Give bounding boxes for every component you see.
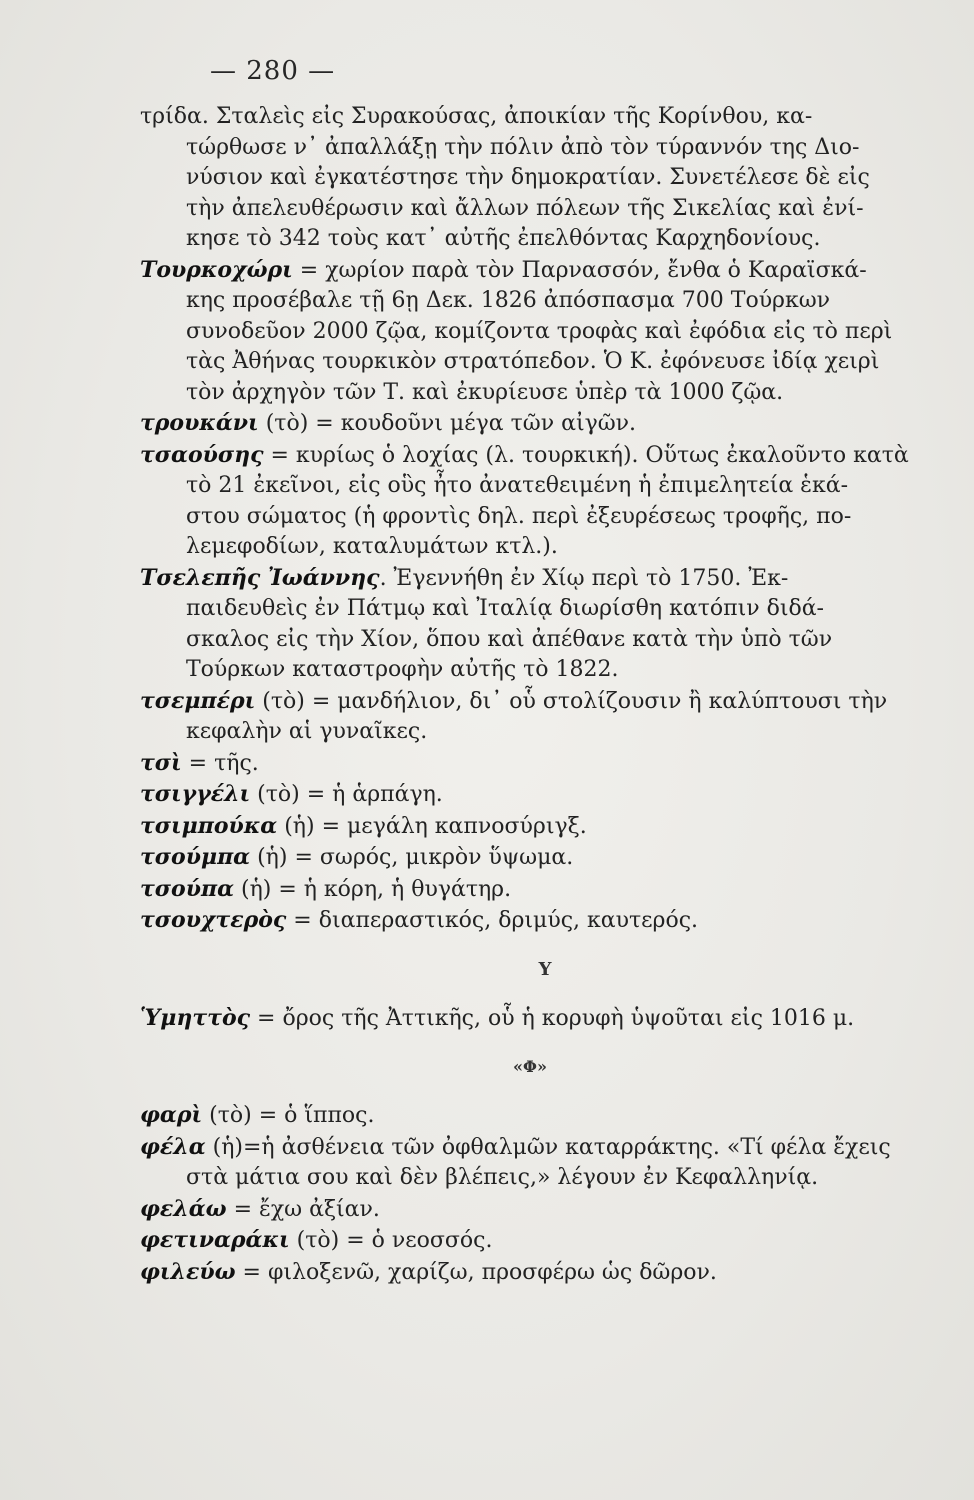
line-text: (τὸ) = μανδήλιον, δι᾿ οὗ στολίζουσιν ἢ καλύπτουσι τὴν — [255, 688, 888, 714]
entry-line-headword — [140, 1225, 880, 1257]
line-text: = τῆς. — [181, 750, 259, 776]
headword: τρουκάνι — [140, 410, 259, 436]
line-text: = διαπεραστικός, δριμύς, καυτερός. — [286, 908, 699, 933]
entry-line — [140, 163, 880, 194]
entry-line — [140, 378, 880, 409]
line-text: (τὸ) = ὁ ἵππος. — [202, 1103, 375, 1128]
entry-line — [140, 317, 893, 348]
entry-line — [140, 102, 880, 133]
line-text: στου σώματος (ἡ φροντὶς δηλ. περὶ ἐξευρέσεως τροφῆς, πο- — [186, 503, 852, 529]
entry-line-headword — [140, 842, 880, 874]
line-text: νύσιον καὶ ἐγκατέστησε τὴν δημοκρατίαν. Συνετέλεσε δὲ εἰς — [186, 165, 870, 190]
entry-line — [140, 625, 880, 656]
entry-line — [140, 1163, 880, 1194]
entry-line — [140, 224, 880, 255]
entries-upsilon — [140, 1003, 880, 1035]
entry-line — [140, 502, 880, 533]
headword: φετιναράκι — [140, 1227, 290, 1253]
line-text: (τὸ) = ἡ ἁρπάγη. — [250, 782, 443, 807]
line-text: (ἡ) = σωρός, μικρὸν ὕψωμα. — [250, 845, 574, 870]
entry-line-headword — [140, 1100, 880, 1132]
entry-line — [140, 717, 880, 748]
entry-line-headword — [140, 1003, 880, 1035]
headword: τσούμπα — [140, 844, 251, 870]
headword: Τσελεπῆς Ἰωάννης — [140, 564, 380, 591]
headword: τσεμπέρι — [140, 687, 256, 714]
line-text: (ἡ) = μεγάλη καπνοσύριγξ. — [277, 813, 587, 839]
line-text: . Ἐγεννήθη ἐν Χίῳ περὶ τὸ 1750. Ἐκ- — [379, 565, 789, 591]
entry-line-headword — [140, 779, 880, 811]
headword: τσαούσης — [140, 441, 264, 468]
headword: τσουχτερὸς — [140, 907, 287, 933]
entry-line — [140, 133, 880, 164]
headword: τσούπα — [140, 875, 234, 902]
section-mark-upsilon: Υ — [538, 958, 552, 980]
entry-line-headword — [140, 905, 880, 937]
entry-line-headword — [140, 874, 880, 906]
entry-line — [140, 347, 880, 378]
headword: φέλα — [140, 1133, 206, 1160]
entry-line — [140, 532, 880, 563]
line-text: (ἡ) = ἡ κόρη, ἡ θυγάτηρ. — [234, 876, 512, 902]
entry-line-headword — [140, 1132, 891, 1164]
line-text: κης προσέβαλε τῇ 6ῃ Δεκ. 1826 ἀπόσπασμα 700 Τούρκων — [186, 288, 831, 313]
line-text: (τὸ) = ὁ νεοσσός. — [289, 1228, 493, 1253]
text-block — [140, 102, 909, 1288]
line-text: παιδευθεὶς ἐν Πάτμῳ καὶ Ἰταλίᾳ διωρίσθη κατόπιν διδά- — [186, 596, 824, 621]
line-text: (ἡ)=ἡ ἀσθένεια τῶν ὀφθαλμῶν καταρράκτης. «Τί φέλα ἔχεις — [205, 1134, 891, 1160]
line-text: σκαλος εἰς τὴν Χίον, ὅπου καὶ ἀπέθανε κατὰ τὴν ὑπὸ τῶν — [186, 626, 833, 652]
entry-line-headword — [140, 811, 880, 843]
headword: Ὑμηττὸς — [140, 1004, 251, 1031]
line-text: κεφαλὴν αἱ γυναῖκες. — [186, 719, 428, 744]
line-text: = κυρίως ὁ λοχίας (λ. τουρκική). Οὕτως ἐκαλοῦντο κατὰ — [263, 442, 909, 468]
line-text: = ἔχω ἀξίαν. — [226, 1196, 380, 1222]
entries-tau — [140, 102, 909, 937]
headword: φιλεύω — [140, 1258, 236, 1285]
entry-line-headword — [140, 255, 880, 287]
headword: τσιγγέλι — [140, 781, 251, 807]
entry-line-headword — [140, 408, 880, 440]
line-text: (τὸ) = κουδοῦνι μέγα τῶν αἰγῶν. — [258, 411, 637, 436]
headword: φελάω — [140, 1195, 227, 1222]
line-text: κησε τὸ 342 τοὺς κατ᾿ αὐτῆς ἐπελθόντας Καρχηδονίους. — [186, 226, 821, 251]
entry-line-headword — [140, 440, 909, 472]
entry-line — [140, 286, 880, 317]
entry-line-headword — [140, 748, 880, 780]
entry-line — [140, 594, 880, 625]
line-text: τὸν ἀρχηγὸν τῶν Τ. καὶ ἐκυρίευσε ὑπὲρ τὰ 1000 ζῷα. — [186, 379, 784, 405]
line-text: στὰ μάτια σου καὶ δὲν βλέπεις,» λέγουν ἐν Κεφαλληνίᾳ. — [186, 1165, 819, 1190]
line-text: Τούρκων καταστροφὴν αὐτῆς τὸ 1822. — [186, 657, 619, 682]
line-text: τὴν ἀπελευθέρωσιν καὶ ἄλλων πόλεων τῆς Σικελίας καὶ ἐνί- — [186, 195, 864, 221]
line-text: = φιλοξενῶ, χαρίζω, προσφέρω ὡς δῶρον. — [235, 1259, 717, 1285]
line-text: = χωρίον παρὰ τὸν Παρνασσόν, ἔνθα ὁ Καραϊσκά- — [292, 257, 867, 283]
page-number: — 280 — — [210, 56, 336, 86]
section-mark-phi: «Φ» — [513, 1057, 547, 1076]
headword: τσιμπούκα — [140, 812, 278, 839]
entry-line-headword — [140, 686, 888, 718]
headword: τσὶ — [140, 749, 182, 776]
entry-line-headword — [140, 1257, 880, 1289]
entries-phi — [140, 1100, 891, 1288]
line-text: συνοδεῦον 2000 ζῷα, κομίζοντα τροφὰς καὶ ἐφόδια εἰς τὸ περὶ — [186, 318, 893, 344]
entry-line-headword — [140, 563, 880, 595]
line-text: λεμεφοδίων, καταλυμάτων κτλ.). — [186, 534, 558, 559]
line-text: τρίδα. Σταλεὶς εἰς Συρακούσας, ἀποικίαν τῆς Κορίνθου, κα- — [140, 104, 813, 129]
entry-line-headword — [140, 1194, 880, 1226]
entry-line — [140, 194, 880, 225]
headword: Τουρκοχώρι — [140, 256, 293, 283]
line-text: τὰς Ἀθήνας τουρκικὸν στρατόπεδον. Ὁ Κ. ἐφόνευσε ἰδίᾳ χειρὶ — [186, 349, 880, 374]
line-text: = ὄρος τῆς Ἀττικῆς, οὗ ἡ κορυφὴ ὑψοῦται εἰς 1016 μ. — [250, 1005, 855, 1031]
entry-line — [140, 471, 880, 502]
entry-line — [140, 655, 880, 686]
headword: φαρὶ — [140, 1102, 203, 1128]
line-text: τὸ 21 ἐκεῖνοι, εἰς οὓς ἦτο ἀνατεθειμένη ἡ ἐπιμελητεία ἑκά- — [186, 473, 849, 498]
line-text: τώρθωσε ν᾿ ἀπαλλάξῃ τὴν πόλιν ἀπὸ τὸν τύραννόν της Διο- — [186, 134, 860, 160]
